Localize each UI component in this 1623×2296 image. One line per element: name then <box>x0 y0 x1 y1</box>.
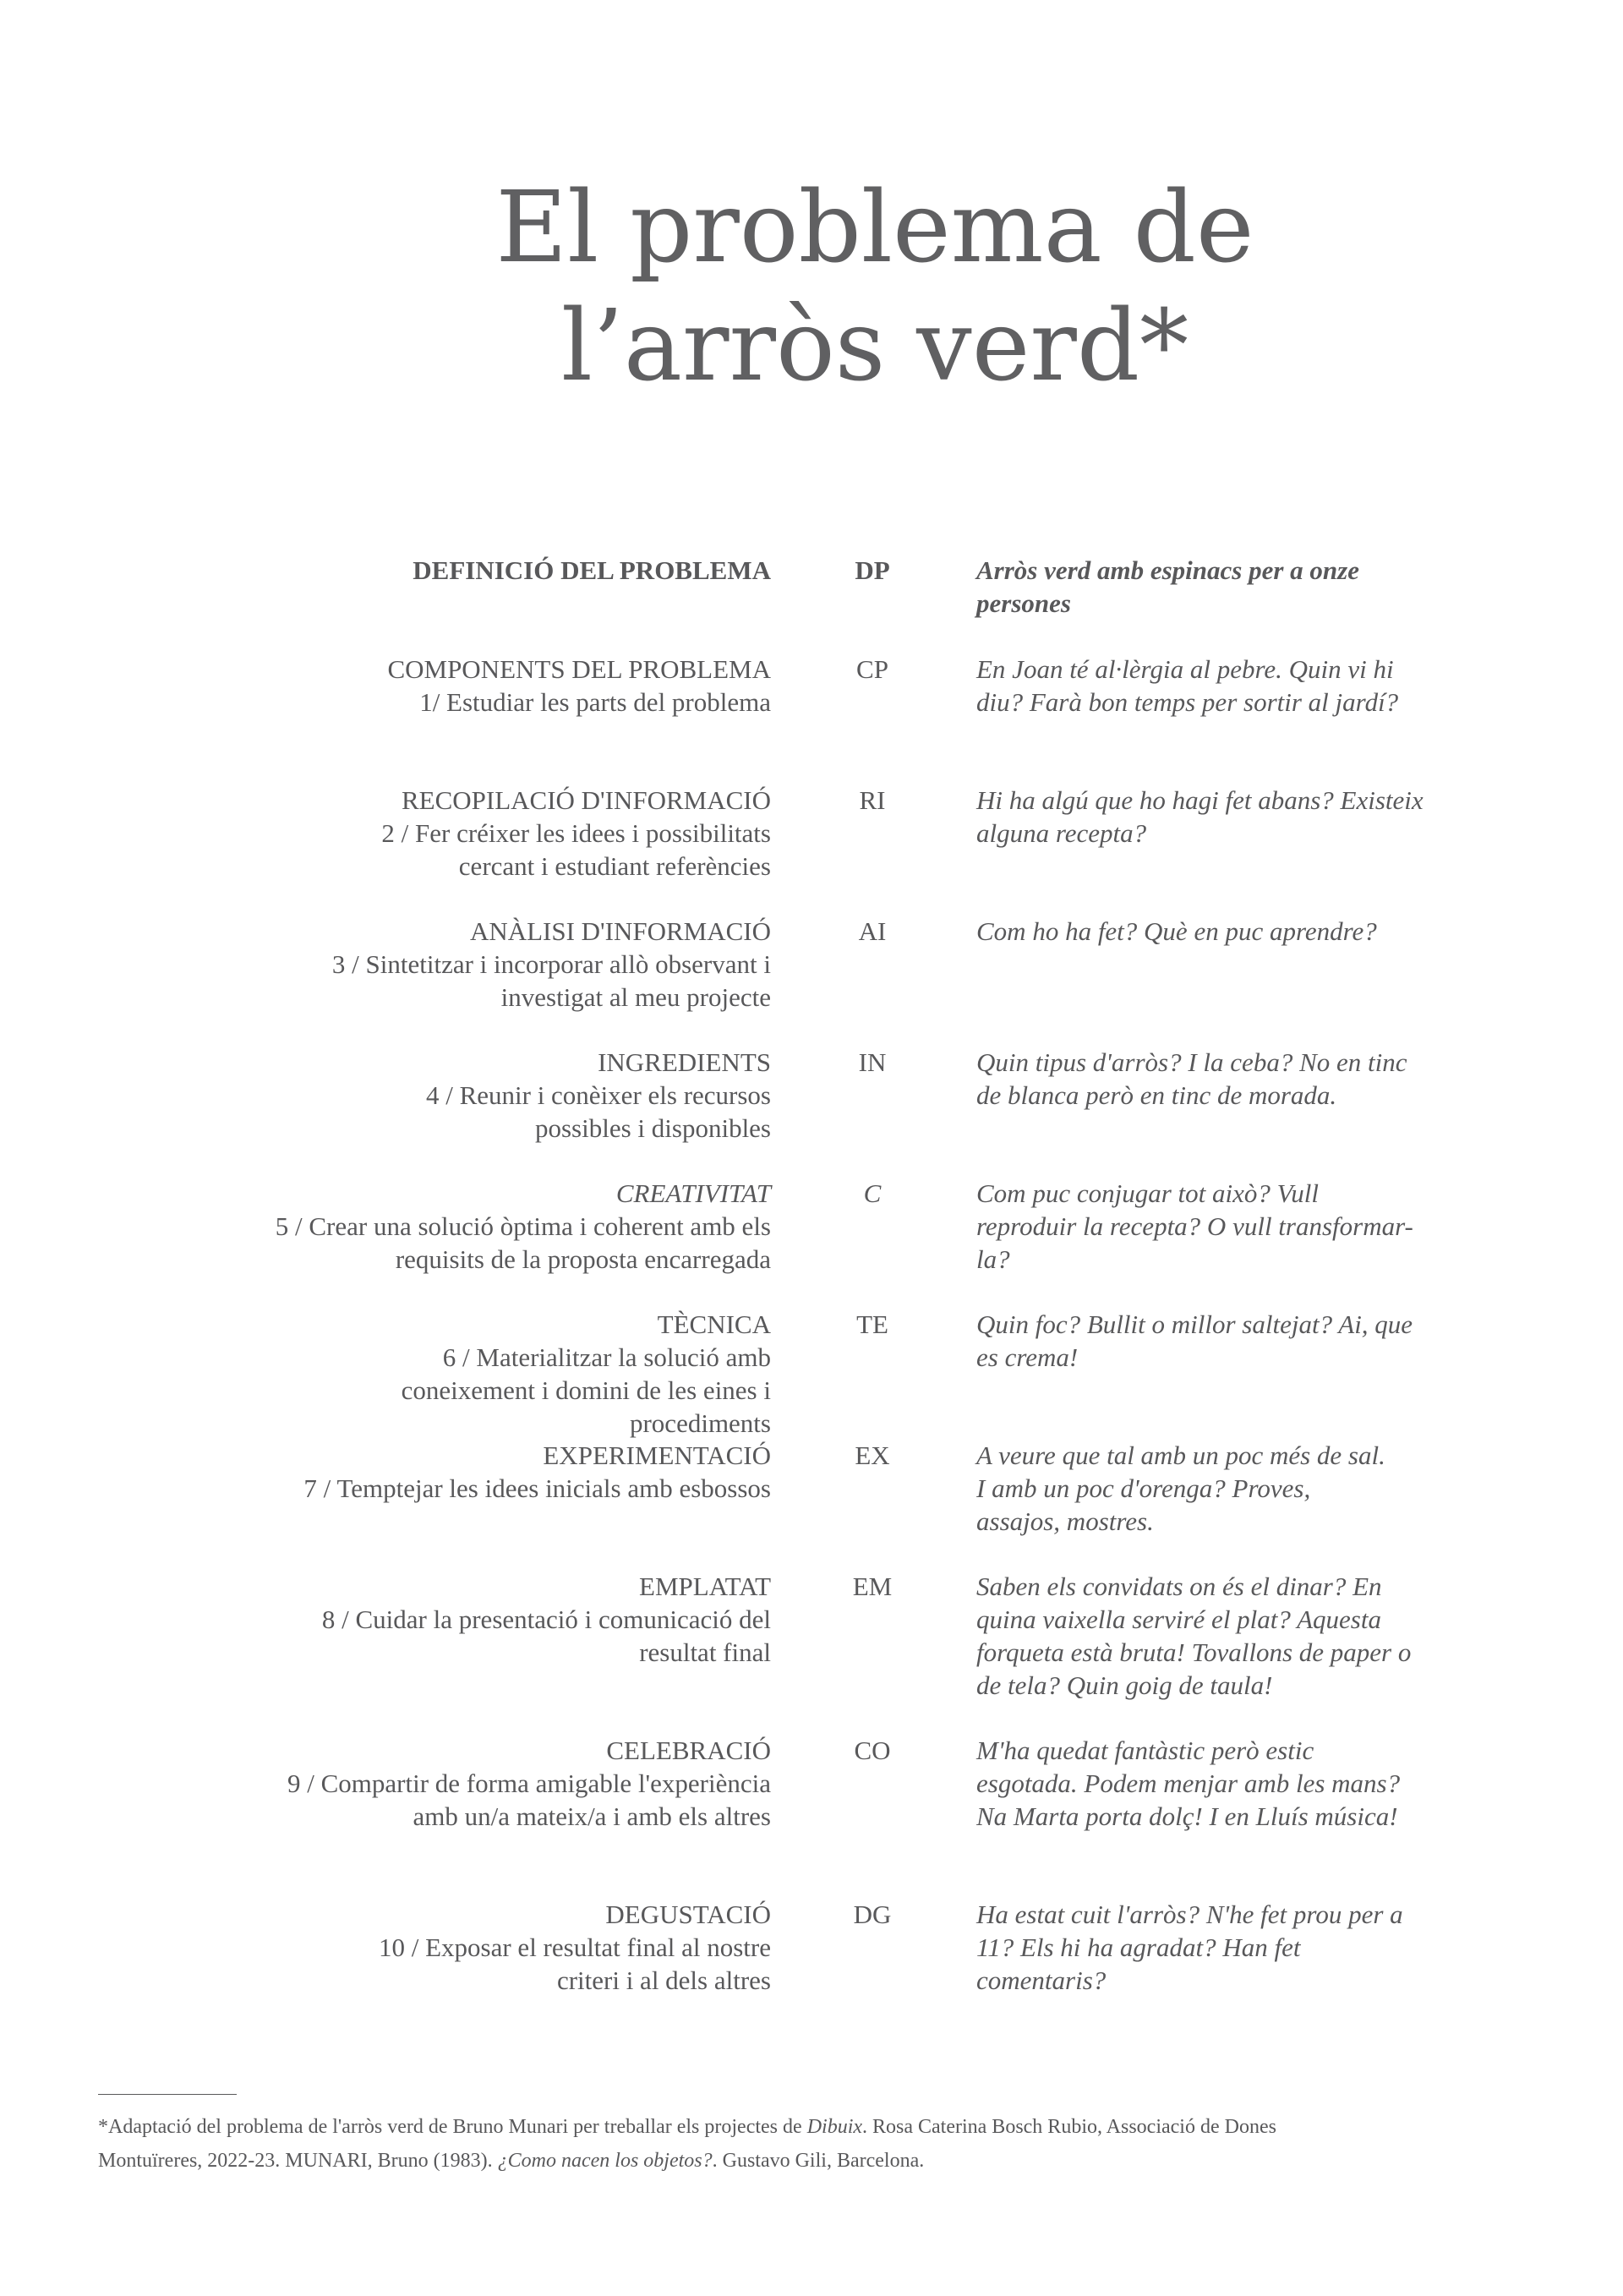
footnote-italic-1: Dibuix <box>806 2116 863 2138</box>
row-description: 5 / Crear una solució òptima i coherent amb els requisits de la proposta encarregada <box>275 1211 771 1274</box>
row-question: Arròs verd amb espinacs per a onze persones <box>976 555 1359 618</box>
row-question: Saben els convidats on és el dinar? En quina vaixella serviré el plat? Aquesta forqueta està bruta! Tovallons de paper o de tela? Quin goig de taula! <box>976 1572 1412 1700</box>
row-heading: INGREDIENTS <box>598 1047 771 1077</box>
row-description: 2 / Fer créixer les idees i possibilitats cercant i estudiant referències <box>381 818 771 881</box>
row-question: En Joan té al·lèrgia al pebre. Quin vi hi diu? Farà bon temps per sortir al jardí? <box>976 654 1399 717</box>
row-left <box>264 1734 771 1833</box>
row-left <box>399 1046 771 1145</box>
row-abbr: EX <box>855 1440 890 1470</box>
row-question: Quin foc? Bullit o millor saltejat? Ai, que es crema! <box>976 1309 1413 1372</box>
row-abbr: IN <box>858 1047 887 1077</box>
row-left <box>264 1570 771 1669</box>
row-question: Com puc conjugar tot això? Vull reproduir la recepta? O vull transformar-la? <box>976 1178 1413 1274</box>
title-line-2: l’arròs verd* <box>560 289 1189 403</box>
row-abbr: CP <box>856 654 888 684</box>
row-abbr: C <box>863 1178 882 1208</box>
row-description: 8 / Cuidar la presentació i comunicació del resultat final <box>321 1604 771 1667</box>
footnote-italic-2: ¿Como nacen los objetos? <box>497 2150 713 2172</box>
row-question: Hi ha algú que ho hagi fet abans? Existeix alguna recepta? <box>976 785 1424 848</box>
row-question: Quin tipus d'arròs? I la ceba? No en tinc de blanca però en tinc de morada. <box>976 1047 1407 1110</box>
row-left <box>348 784 771 883</box>
row-left <box>78 653 771 719</box>
row-left <box>213 1308 771 1440</box>
row-abbr: EM <box>852 1572 893 1601</box>
row-heading: EXPERIMENTACIÓ <box>543 1440 771 1470</box>
row-abbr: CO <box>854 1736 891 1765</box>
row-description: 4 / Reunir i conèixer els recursos possibles i disponibles <box>425 1080 771 1143</box>
row-abbr: TE <box>856 1309 888 1339</box>
footnote-text-1: *Adaptació del problema de l'arròs verd de Bruno Munari per treballar els projectes de <box>98 2116 807 2138</box>
row-heading: CREATIVITAT <box>615 1178 771 1208</box>
row-heading: COMPONENTS DEL PROBLEMA <box>387 654 771 684</box>
row-left <box>238 1177 771 1276</box>
row-heading: DEGUSTACIÓ <box>605 1900 771 1929</box>
footnote <box>98 2110 1366 2178</box>
row-question: Com ho ha fet? Què en puc aprendre? <box>976 916 1377 946</box>
row-question: A veure que tal amb un poc més de sal. I amb un poc d'orenga? Proves, assajos, mostres. <box>976 1440 1385 1536</box>
row-abbr: DG <box>853 1900 892 1929</box>
row-question: Ha estat cuit l'arròs? N'he fet prou per a 11? Els hi ha agradat? Han fet comentaris? <box>976 1900 1403 1995</box>
row-left <box>298 915 771 1014</box>
row-heading: CELEBRACIÓ <box>606 1736 771 1765</box>
page-title <box>0 169 1623 406</box>
row-description: 6 / Materialitzar la solució amb coneixement i domini de les eines i procediments <box>401 1342 771 1438</box>
row-question: M'ha quedat fantàstic però estic esgotada. Podem menjar amb les mans? Na Marta porta dolç! I en Lluís música! <box>976 1736 1401 1831</box>
row-heading: TÈCNICA <box>657 1309 771 1339</box>
row-description: 10 / Exposar el resultat final al nostre criteri i al dels altres <box>378 1932 771 1995</box>
row-left <box>331 1898 771 1997</box>
row-heading: RECOPILACIÓ D'INFORMACIÓ <box>401 785 771 815</box>
row-heading: DEFINICIÓ DEL PROBLEMA <box>413 555 771 585</box>
row-description: 9 / Compartir de forma amigable l'experiència amb un/a mateix/a i amb els altres <box>287 1768 771 1831</box>
row-abbr: RI <box>859 785 886 815</box>
row-description: 3 / Sintetitzar i incorporar allò observant i investigat al meu projecte <box>331 949 771 1012</box>
row-abbr: AI <box>858 916 887 946</box>
row-heading: ANÀLISI D'INFORMACIÓ <box>469 916 771 946</box>
row-heading: EMPLATAT <box>639 1572 771 1601</box>
row-description: 1/ Estudiar les parts del problema <box>419 687 771 717</box>
footnote-text-3: . Gustavo Gili, Barcelona. <box>712 2150 925 2172</box>
row-left <box>78 1439 771 1505</box>
row-abbr: DP <box>855 555 890 585</box>
title-line-1: El problema de <box>495 171 1254 285</box>
row-description: 7 / Temptejar les idees inicials amb esbossos <box>303 1473 771 1503</box>
row-left <box>78 554 771 587</box>
footnote-text-2: . Rosa Caterina Bosch Rubio, Associació de Dones Montuïreres, 2022-23. MUNARI, Bruno (1983). <box>98 2116 1276 2172</box>
footnote-divider <box>98 2094 237 2095</box>
